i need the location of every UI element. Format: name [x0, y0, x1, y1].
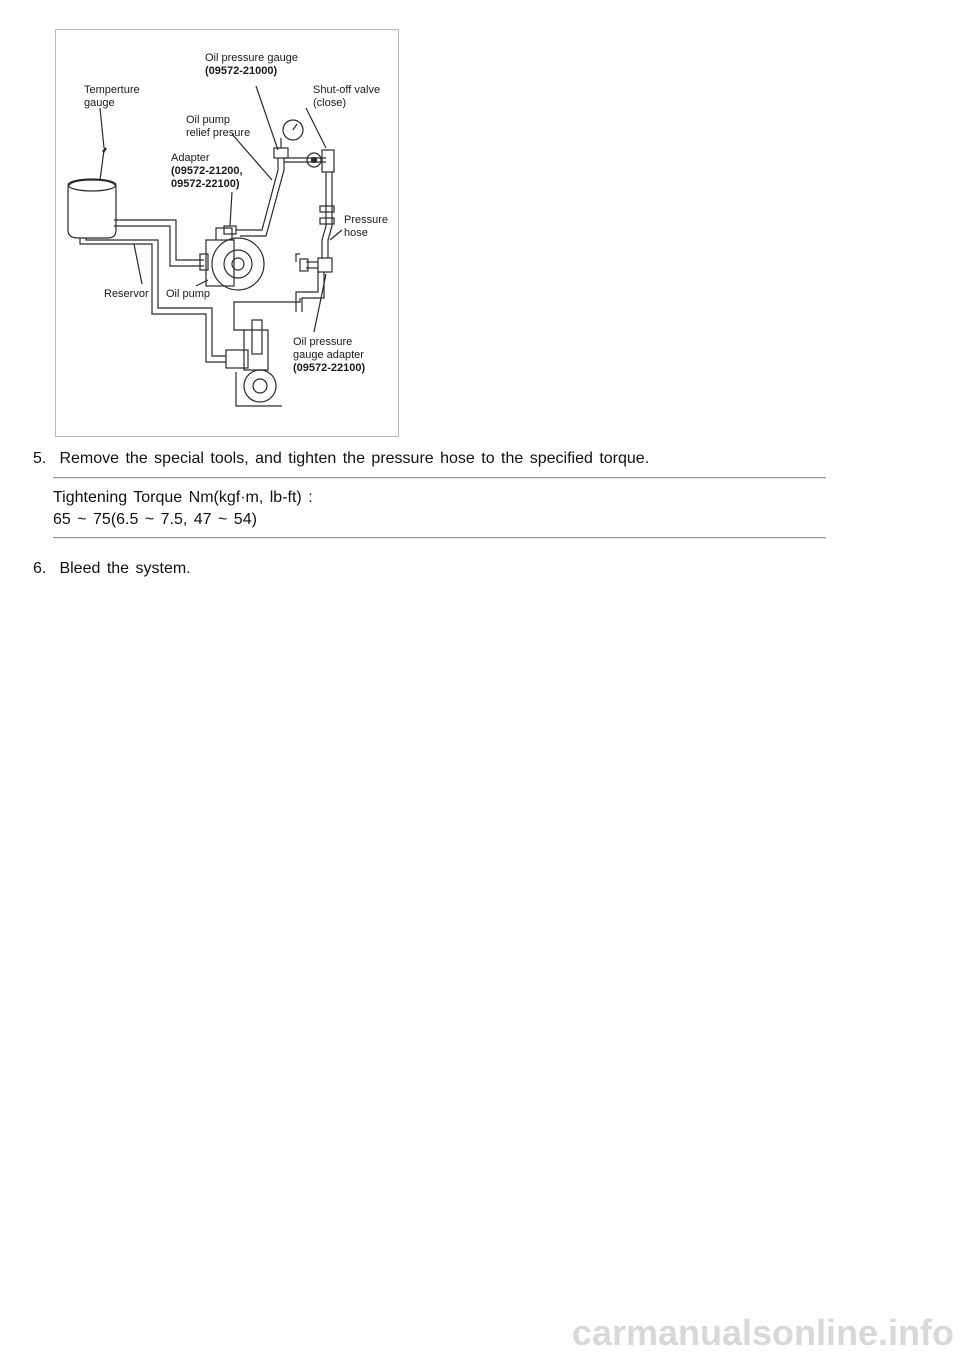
step-text: Remove the special tools, and tighten the pressure hose to the specified torque. [59, 450, 650, 467]
step-6 [33, 559, 191, 579]
label-oil-pressure-gauge-adapter: Oil pressure gauge adapter (09572-22100) [293, 336, 366, 374]
torque-spec-line-1: Tightening Torque Nm(kgf·m, lb-ft) : [53, 489, 313, 506]
label-oil-pump-relief-pressure: Oil pump relief presure [186, 114, 251, 139]
label-temperature-gauge: Temperture gauge [84, 84, 140, 109]
step-number: 6. [33, 560, 47, 577]
diagram-figure [55, 29, 399, 437]
label-adapter: Adapter (09572-21200, 09572-22100) [171, 152, 243, 190]
step-number: 5. [33, 450, 47, 467]
label-oil-pump: Oil pump [166, 288, 211, 300]
torque-spec-line-2: 65 ~ 75(6.5 ~ 7.5, 47 ~ 54) [53, 511, 257, 528]
spec-top-rule [53, 477, 826, 479]
step-text: Bleed the system. [59, 560, 191, 577]
step-5 [33, 449, 649, 469]
label-pressure-hose: Pressure hose [344, 214, 389, 239]
label-oil-pressure-gauge: Oil pressure gauge (09572-21000) [205, 52, 298, 77]
watermark: carmanualsonline.info [571, 1312, 954, 1353]
spec-bottom-rule [53, 537, 826, 539]
label-shut-off-valve: Shut-off valve (close) [313, 84, 381, 109]
label-reservor: Reservor [104, 288, 149, 300]
